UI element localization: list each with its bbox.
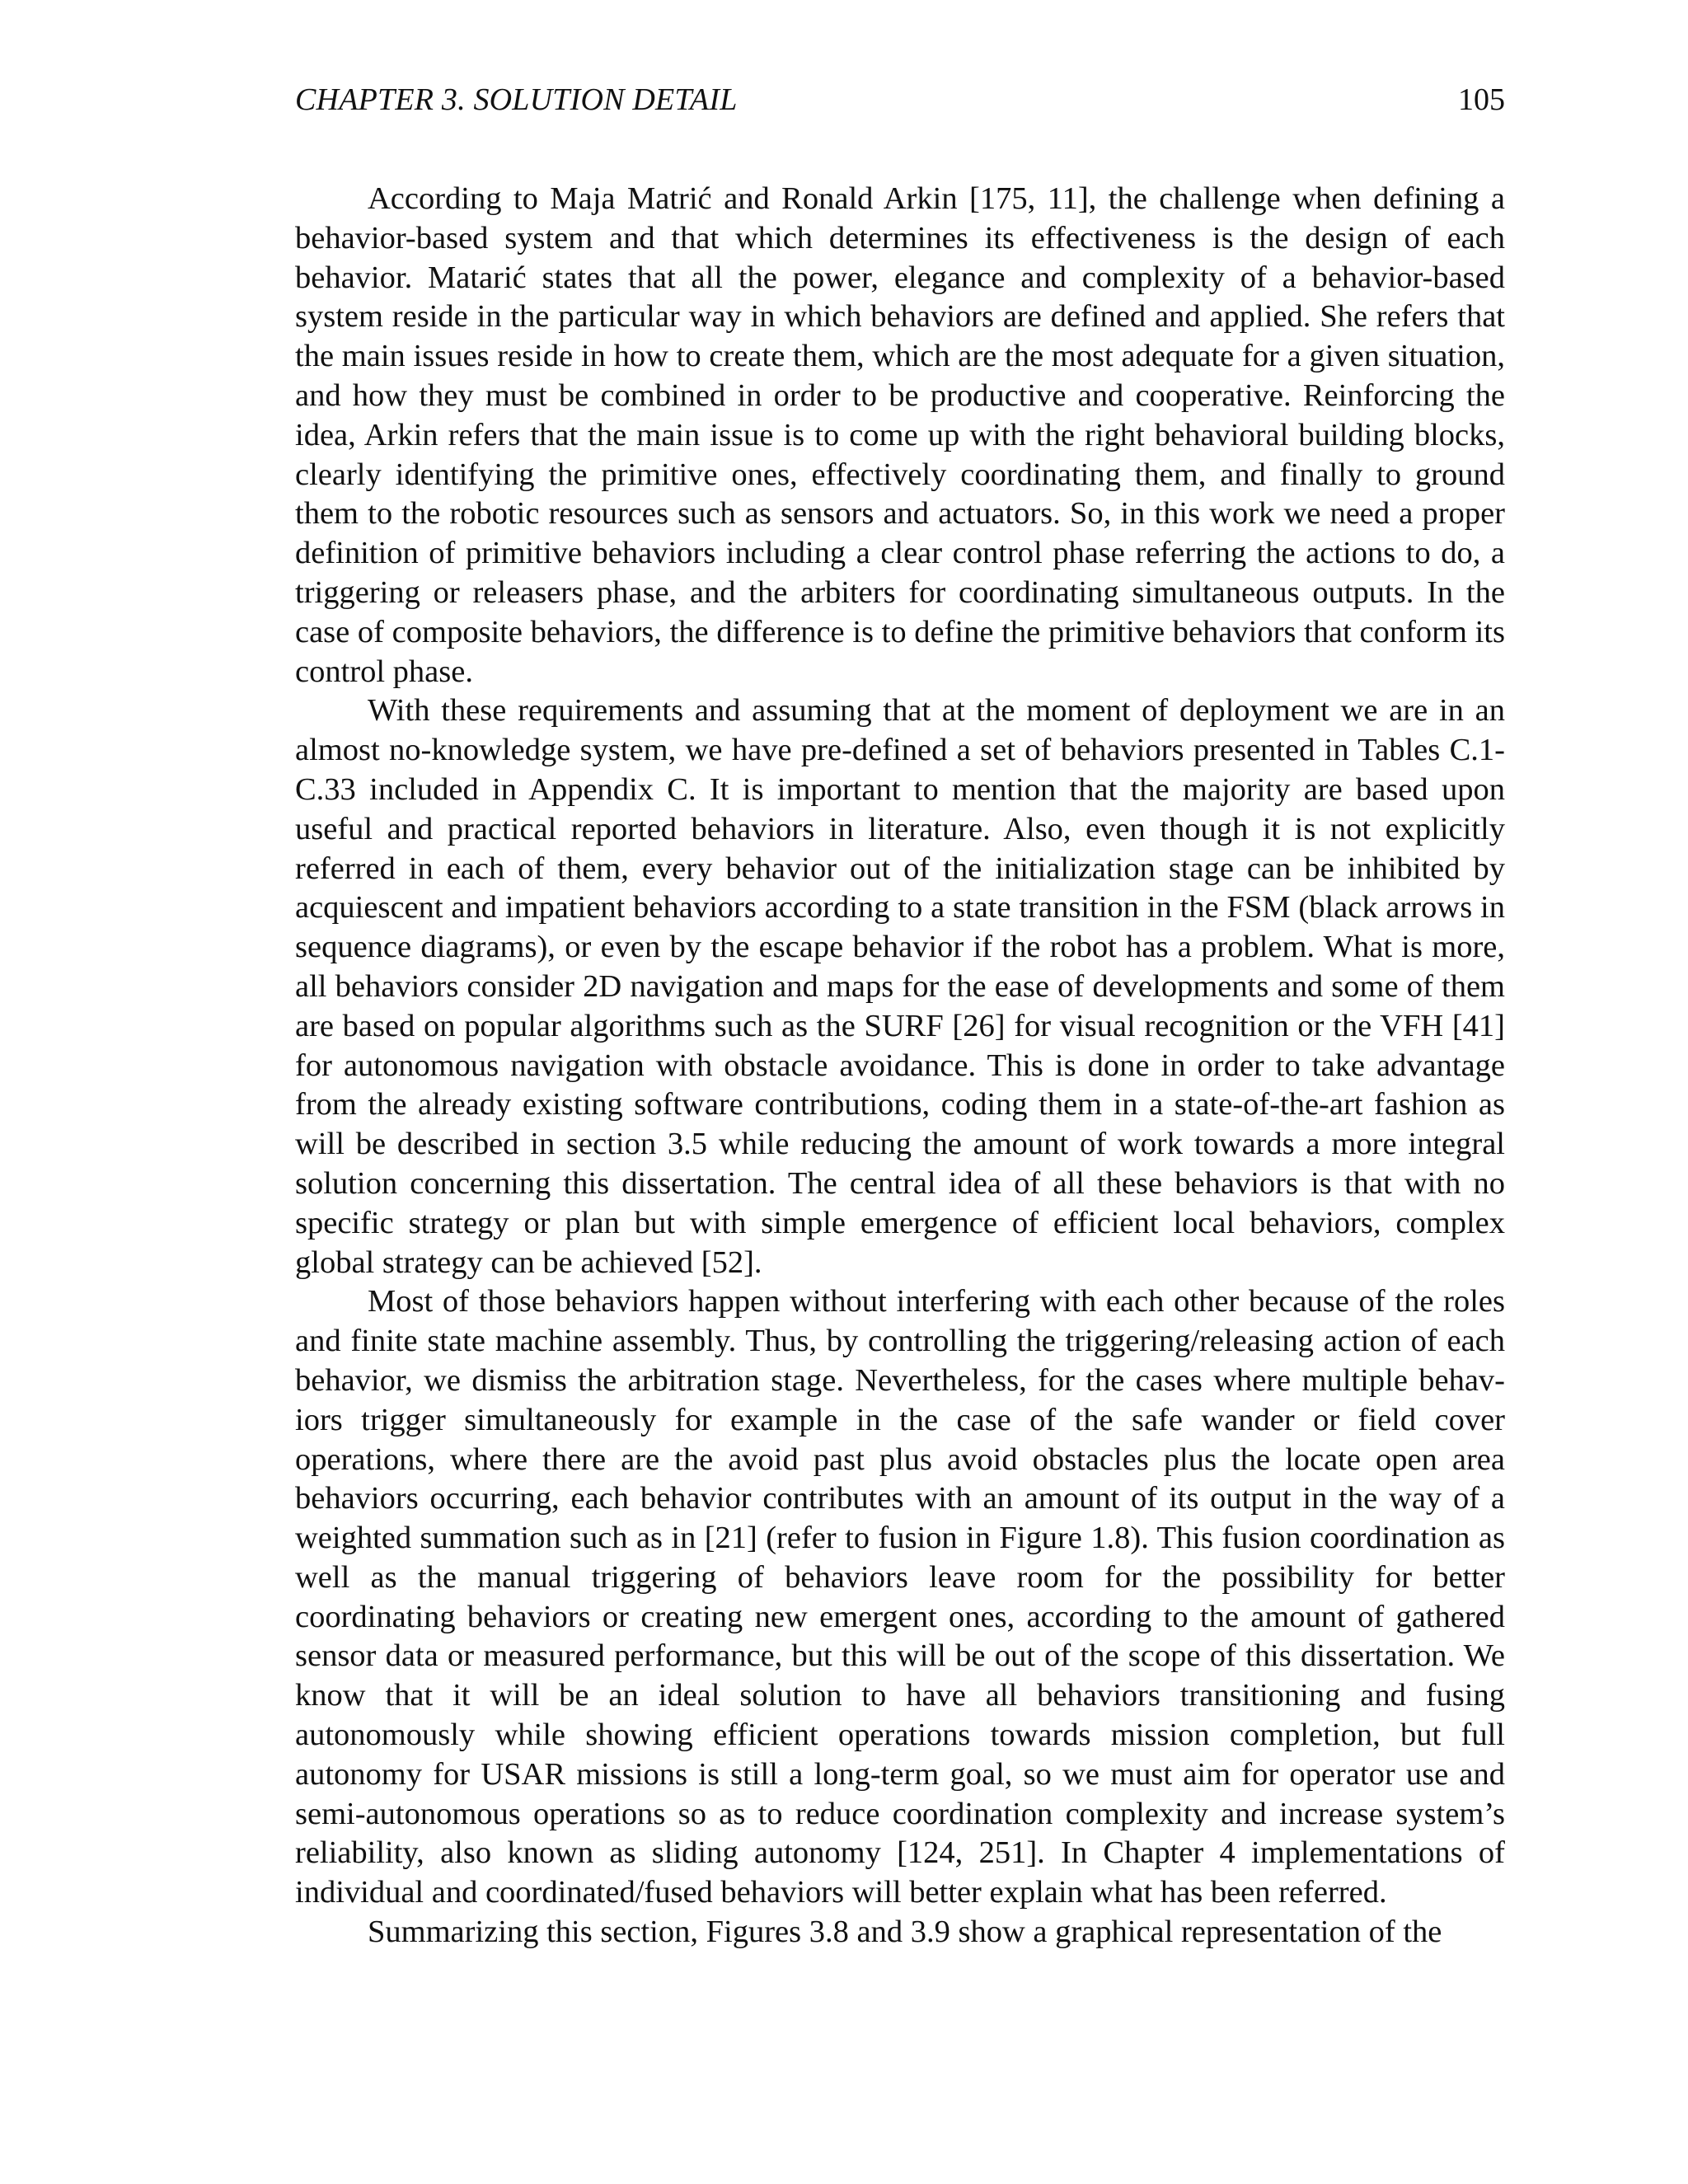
running-header (295, 79, 1505, 120)
paragraph-4: Summarizing this section, Figures 3.8 and 3.9 show a graphical representation of the (368, 1915, 1442, 1950)
paragraph-2: With these requirements and assuming that at the moment of deployment we are in an almost no-knowledge system, we have pre-defined a set of behaviors presented in Tables C.1-C.33 included in Appendix C. It is important to mention that the majority are based upon useful and practical reported behaviors in literature. Also, even though it is not explicitly referred in each of them, every behavior out of the initialization stage can be inhibited by acquiescent and impatient behaviors according to a state transition in the FSM (black arrows in sequence diagrams), or even by the escape behavior if the robot has a problem. What is more, all behaviors consider 2D navigation and maps for the ease of developments and some of them are based on popular algorithms such as the SURF [26] for visual recognition or the VFH [41] for autonomous navigation with obstacle avoidance. This is done in order to take advantage from the already existing software contributions, coding them in a state-of-the-art fashion as will be described in section 3.5 while reducing the amount of work towards a more integral solution concerning this dissertation. The central idea of all these behaviors is that with no specific strategy or plan but with simple emergence of efficient local behaviors, complex global strategy can be achieved [52]. (295, 693, 1505, 1280)
body-text (295, 180, 1505, 1952)
paragraph-1: According to Maja Matrić and Ronald Arkin [175, 11], the challenge when defining a behavior-based system and that which determines its effectiveness is the design of each behavior. Matarić states that all the power, elegance and complexity of a behavior-based system reside in the particular way in which behaviors are defined and applied. She refers that the main issues reside in how to create them, which are the most adequate for a given situation, and how they must be combined in order to be productive and cooperative. Reinforcing the idea, Arkin refers that the main issue is to come up with the right behavioral building blocks, clearly identifying the primitive ones, effectively coordinating them, and finally to ground them to the robotic resources such as sensors and actuators. So, in this work we need a proper definition of primitive behaviors including a clear control phase referring the actions to do, a triggering or releasers phase, and the arbiters for coordinating simultaneous outputs. In the case of composite behaviors, the difference is to define the primitive behaviors that conform its control phase. (295, 181, 1505, 689)
page-number: 105 (1458, 82, 1505, 117)
paragraph-3: Most of those behaviors happen without interfering with each other because of the roles and finite state machine assembly. Thus, by controlling the triggering/releasing action of each behavior, we dismiss the arbitration stage. Nevertheless, for the cases where multiple behaviors trigger simultaneously for example in the case of the safe wander or field cover operations, where there are the avoid past plus avoid obstacles plus the locate open area behaviors occurring, each behavior contributes with an amount of its output in the way of a weighted summation such as in [21] (refer to fusion in Figure 1.8). This fusion coordination as well as the manual triggering of behaviors leave room for the possibility for better coordinating behaviors or creating new emergent ones, according to the amount of gathered sensor data or measured performance, but this will be out of the scope of this dissertation. We know that it will be an ideal solution to have all behaviors transitioning and fusing autonomously while showing efficient operations towards mission completion, but full autonomy for USAR missions is still a long-term goal, so we must aim for operator use and semi-autonomous operations so as to reduce coordination complexity and increase system’s reliability, also known as sliding autonomy [124, 251]. In Chapter 4 implementations of individual and coordinated/fused behaviors will better explain what has been referred. (295, 1284, 1505, 1910)
chapter-title: CHAPTER 3. SOLUTION DETAIL (295, 82, 738, 117)
